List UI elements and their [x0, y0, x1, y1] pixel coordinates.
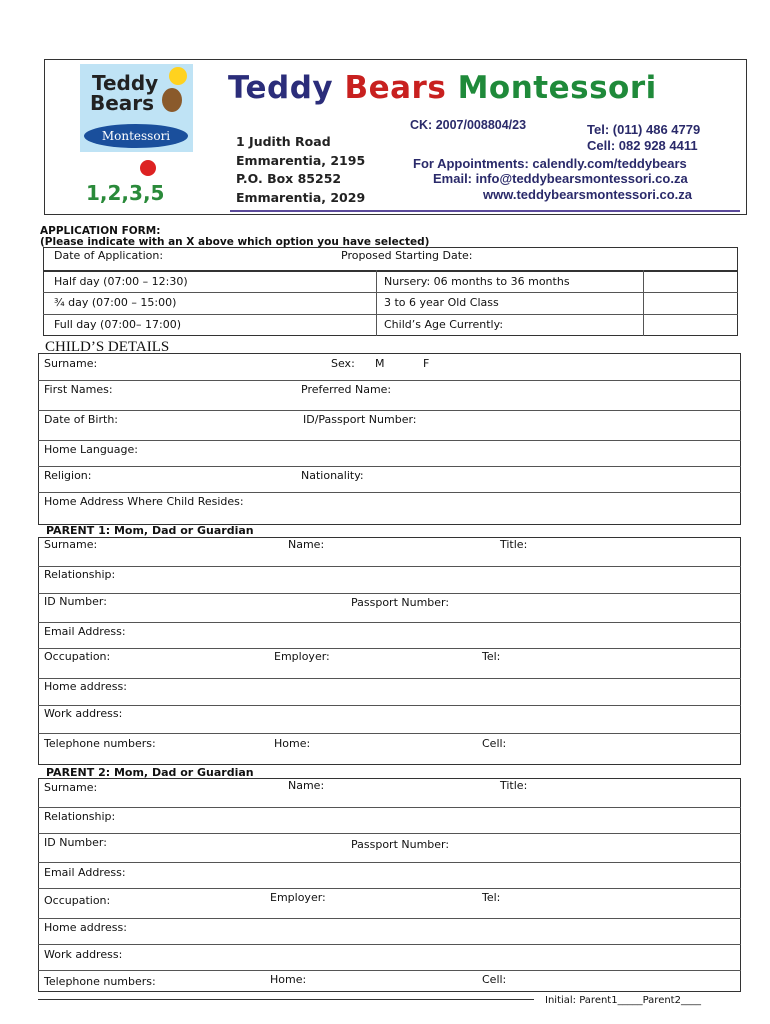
parent2-home-address-label: Home address: — [44, 921, 127, 934]
grid-line — [376, 270, 377, 336]
parent2-work-address-label: Work address: — [44, 948, 123, 961]
grid-line — [43, 292, 738, 293]
parent1-title-label: Title: — [500, 538, 528, 551]
option-nursery[interactable]: Nursery: 06 months to 36 months — [384, 275, 570, 288]
parent2-passport-label: Passport Number: — [351, 838, 450, 851]
row-line — [38, 733, 741, 734]
brand-word-bears: Bears — [344, 70, 447, 106]
parent1-title: PARENT 1: Mom, Dad or Guardian — [46, 524, 254, 537]
row-line — [38, 705, 741, 706]
grid-line — [643, 270, 644, 336]
row-line — [38, 888, 741, 889]
parent1-relationship-label: Relationship: — [44, 568, 116, 581]
address-line-4: Emmarentia, 2029 — [236, 190, 366, 205]
date-of-application-label: Date of Application: — [54, 249, 164, 262]
child-surname-label: Surname: — [44, 357, 98, 370]
sex-option-m[interactable]: M — [375, 357, 385, 370]
row-line — [38, 410, 741, 411]
sex-option-f[interactable]: F — [423, 357, 430, 370]
option-three-quarter-day[interactable]: ¾ day (07:00 – 15:00) — [54, 296, 177, 309]
child-id-passport-label: ID/Passport Number: — [303, 413, 417, 426]
child-nationality-label: Nationality: — [301, 469, 364, 482]
parent2-name-label: Name: — [288, 779, 325, 792]
parent2-telephone-label: Telephone numbers: — [44, 975, 156, 988]
row-line — [38, 807, 741, 808]
row-line — [38, 440, 741, 441]
ck-number: CK: 2007/008804/23 — [410, 118, 527, 132]
address-line-2: Emmarentia, 2195 — [236, 153, 366, 168]
child-dob-label: Date of Birth: — [44, 413, 119, 426]
parent2-surname-label: Surname: — [44, 781, 98, 794]
parent2-occupation-label: Occupation: — [44, 894, 111, 907]
header-divider — [230, 210, 740, 212]
parent1-telephone-label: Telephone numbers: — [44, 737, 156, 750]
address-line-1: 1 Judith Road — [236, 134, 331, 149]
address-line-3: P.O. Box 85252 — [236, 171, 342, 186]
row-line — [38, 862, 741, 863]
parent1-id-number-label: ID Number: — [44, 595, 107, 608]
row-line — [38, 380, 741, 381]
row-line — [38, 492, 741, 493]
tel-number: Tel: (011) 486 4779 — [587, 122, 701, 137]
row-line — [38, 970, 741, 971]
class-mark-cell[interactable] — [646, 294, 736, 313]
child-sex-label: Sex: — [331, 357, 355, 370]
parent1-employer-label: Employer: — [274, 650, 330, 663]
parent1-cell-label: Cell: — [482, 737, 507, 750]
row-line — [38, 566, 741, 567]
parent1-email-label: Email Address: — [44, 625, 126, 638]
application-form-note: (Please indicate with an X above which option you have selected) — [40, 236, 430, 248]
nursery-mark-cell[interactable] — [646, 272, 736, 291]
row-line — [38, 622, 741, 623]
option-half-day[interactable]: Half day (07:00 – 12:30) — [54, 275, 188, 288]
parent1-name-label: Name: — [288, 538, 325, 551]
row-line — [38, 648, 741, 649]
email-link[interactable]: Email: info@teddybearsmontessori.co.za — [433, 171, 688, 186]
childs-age-field[interactable] — [646, 316, 736, 335]
parent1-passport-label: Passport Number: — [351, 596, 450, 609]
logo-numbers: 1,2,3,5 — [86, 181, 165, 204]
option-3-to-6-class[interactable]: 3 to 6 year Old Class — [384, 296, 499, 309]
parent1-tel-label: Tel: — [482, 650, 501, 663]
parent1-home-label: Home: — [274, 737, 311, 750]
brand-word-teddy: Teddy — [228, 70, 334, 106]
parent2-title: PARENT 2: Mom, Dad or Guardian — [46, 766, 254, 779]
parent2-id-number-label: ID Number: — [44, 836, 107, 849]
application-form-title: APPLICATION FORM: — [40, 225, 161, 237]
option-full-day[interactable]: Full day (07:00– 17:00) — [54, 318, 182, 331]
appointments-link[interactable]: For Appointments: calendly.com/teddybears — [413, 156, 687, 171]
parent1-box — [38, 537, 741, 765]
parent2-tel-label: Tel: — [482, 891, 501, 904]
parent1-home-address-label: Home address: — [44, 680, 127, 693]
child-home-address-label: Home Address Where Child Resides: — [44, 495, 244, 508]
row-line — [38, 918, 741, 919]
parent2-cell-label: Cell: — [482, 973, 507, 986]
brand-word-montessori: Montessori — [457, 70, 657, 106]
childs-details-title: CHILD’S DETAILS — [45, 339, 170, 355]
footer-line — [38, 999, 534, 1000]
website-link[interactable]: www.teddybearsmontessori.co.za — [483, 187, 693, 202]
row-line — [38, 466, 741, 467]
teddy-bears-logo — [80, 64, 193, 204]
childs-age-label: Child’s Age Currently: — [384, 318, 504, 331]
parent1-occupation-label: Occupation: — [44, 650, 111, 663]
parent1-work-address-label: Work address: — [44, 707, 123, 720]
logo-text-bears: Bears — [90, 91, 155, 115]
child-first-names-label: First Names: — [44, 383, 113, 396]
parent2-email-label: Email Address: — [44, 866, 126, 879]
parent1-surname-label: Surname: — [44, 538, 98, 551]
row-line — [38, 944, 741, 945]
proposed-start-label: Proposed Starting Date: — [341, 249, 473, 262]
parent2-home-label: Home: — [270, 973, 307, 986]
brand-name — [228, 70, 657, 106]
parent2-relationship-label: Relationship: — [44, 810, 116, 823]
parent2-box — [38, 778, 741, 992]
row-line — [38, 593, 741, 594]
row-line — [38, 833, 741, 834]
row-line — [38, 678, 741, 679]
grid-line — [43, 314, 738, 315]
child-home-language-label: Home Language: — [44, 443, 138, 456]
cell-number: Cell: 082 928 4411 — [587, 138, 698, 153]
child-religion-label: Religion: — [44, 469, 92, 482]
logo-text-teddy: Teddy — [92, 71, 159, 95]
child-preferred-name-label: Preferred Name: — [301, 383, 392, 396]
logo-banner-text: Montessori — [101, 129, 171, 143]
parent2-employer-label: Employer: — [270, 891, 326, 904]
initials-field[interactable]: Initial: Parent1_____Parent2____ — [545, 995, 701, 1006]
parent2-title-label: Title: — [500, 779, 528, 792]
